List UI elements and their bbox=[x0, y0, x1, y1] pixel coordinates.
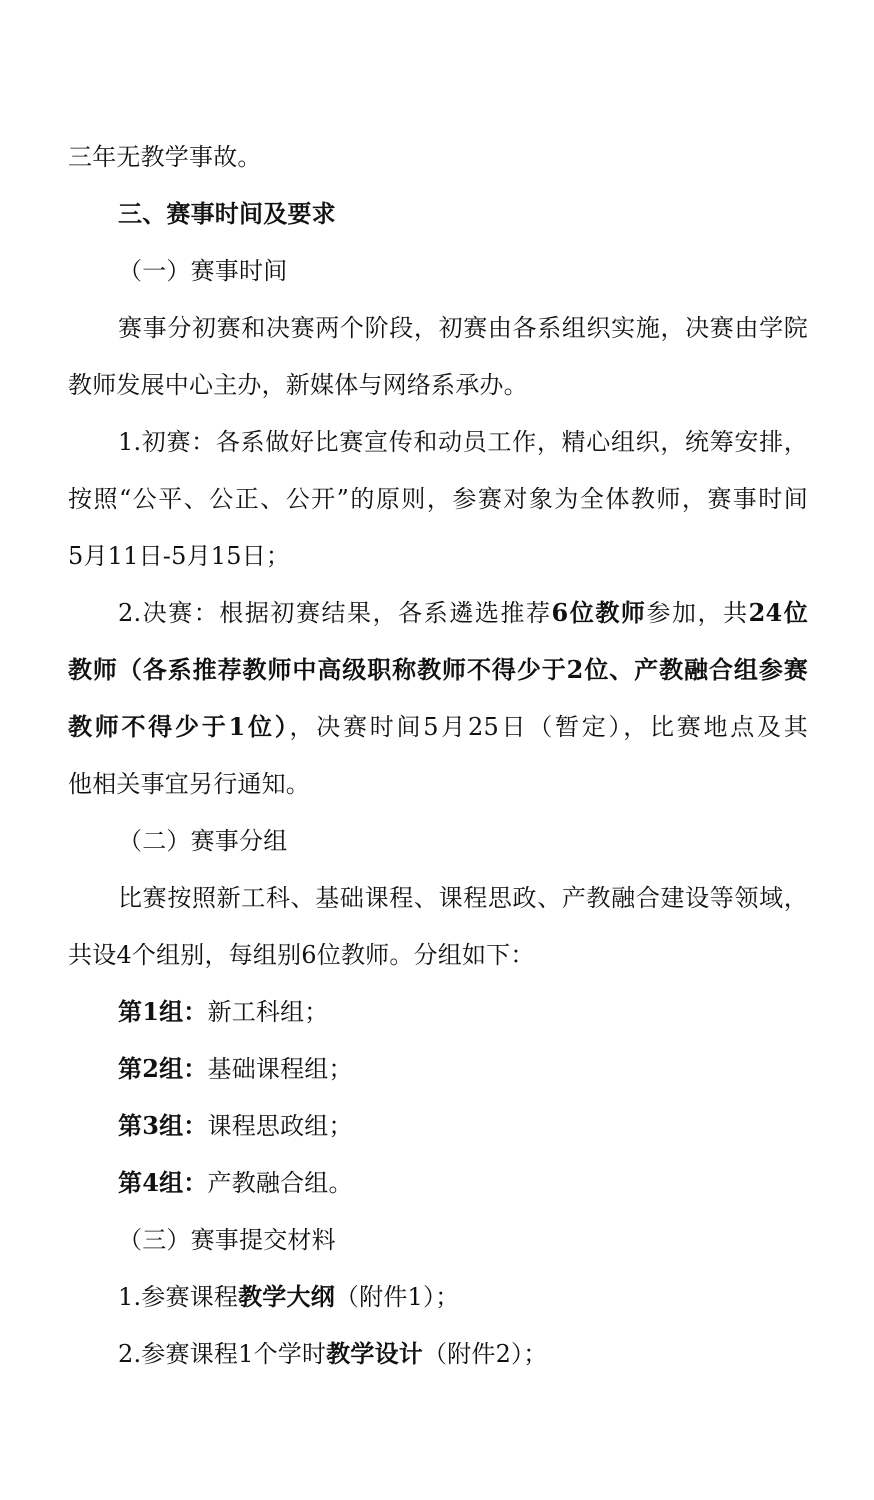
text-run: 1.初赛：各系做好比赛宣传和动员工作，精心组织，统筹安排， bbox=[118, 428, 808, 456]
text-run: 5月11日-5月15日； bbox=[68, 542, 291, 570]
text-run: （附件2）； bbox=[422, 1340, 548, 1368]
paragraph-line bbox=[118, 598, 808, 628]
group-item bbox=[118, 1168, 808, 1198]
bold-text-run: 24位 bbox=[748, 598, 809, 627]
subsection-heading bbox=[118, 256, 808, 286]
paragraph-line bbox=[68, 142, 808, 172]
paragraph-line bbox=[68, 940, 808, 970]
paragraph-line bbox=[68, 655, 808, 685]
group-name: 产教融合组。 bbox=[207, 1169, 353, 1197]
paragraph-line bbox=[118, 883, 808, 913]
group-label: 第2组： bbox=[118, 1054, 208, 1083]
bold-text-run: 教学设计 bbox=[326, 1339, 423, 1368]
paragraph-line bbox=[118, 313, 808, 343]
group-name: 基础课程组； bbox=[207, 1055, 353, 1083]
text-run: 参加，共 bbox=[646, 599, 749, 627]
paragraph-line bbox=[68, 370, 808, 400]
text-run: 三年无教学事故。 bbox=[68, 143, 262, 171]
text-run: 按照“公平、公正、公开”的原则，参赛对象为全体教师，赛事时间 bbox=[68, 485, 808, 513]
heading-text: （三）赛事提交材料 bbox=[118, 1226, 336, 1254]
text-run: （附件1）； bbox=[334, 1283, 460, 1311]
heading-text: （二）赛事分组 bbox=[118, 827, 288, 855]
list-item bbox=[118, 1339, 808, 1369]
list-item bbox=[118, 1282, 808, 1312]
heading-text: 三、赛事时间及要求 bbox=[118, 199, 336, 228]
heading-text: （一）赛事时间 bbox=[118, 257, 288, 285]
text-run: 比赛按照新工科、基础课程、课程思政、产教融合建设等领域， bbox=[118, 884, 808, 912]
text-run: 2.决赛：根据初赛结果，各系遴选推荐 bbox=[118, 599, 552, 627]
paragraph-line bbox=[68, 484, 808, 514]
bold-text-run: 6位教师 bbox=[551, 598, 647, 627]
paragraph-line bbox=[118, 427, 808, 457]
group-item bbox=[118, 1111, 808, 1141]
section-heading bbox=[118, 199, 808, 229]
bold-text-run: 教师 bbox=[68, 655, 118, 684]
bold-text-run: 教学大纲 bbox=[238, 1282, 335, 1311]
group-item bbox=[118, 997, 808, 1027]
group-name: 新工科组； bbox=[207, 998, 329, 1026]
text-run: 他相关事宜另行通知。 bbox=[68, 770, 310, 798]
group-label: 第1组： bbox=[118, 997, 208, 1026]
text-run: ，决赛时间5月25日（暂定），比赛地点及其 bbox=[289, 713, 808, 741]
subsection-heading bbox=[118, 826, 808, 856]
paragraph-line bbox=[68, 712, 808, 742]
text-run: 赛事分初赛和决赛两个阶段，初赛由各系组织实施，决赛由学院 bbox=[118, 314, 808, 342]
paragraph-line bbox=[68, 541, 808, 571]
subsection-heading bbox=[118, 1225, 808, 1255]
group-label: 第4组： bbox=[118, 1168, 208, 1197]
bold-text-run: 教师不得少于1位） bbox=[68, 712, 290, 741]
group-name: 课程思政组； bbox=[207, 1112, 353, 1140]
paragraph-line bbox=[68, 769, 808, 799]
text-run: 教师发展中心主办，新媒体与网络系承办。 bbox=[68, 371, 528, 399]
text-run: 共设4个组别，每组别6位教师。分组如下： bbox=[68, 941, 535, 969]
group-item bbox=[118, 1054, 808, 1084]
group-label: 第3组： bbox=[118, 1111, 208, 1140]
text-run: 2.参赛课程1个学时 bbox=[118, 1340, 327, 1368]
bold-text-run: （各系推荐教师中高级职称教师不得少于2位、产教融合组参赛 bbox=[117, 655, 808, 684]
text-run: 1.参赛课程 bbox=[118, 1283, 239, 1311]
